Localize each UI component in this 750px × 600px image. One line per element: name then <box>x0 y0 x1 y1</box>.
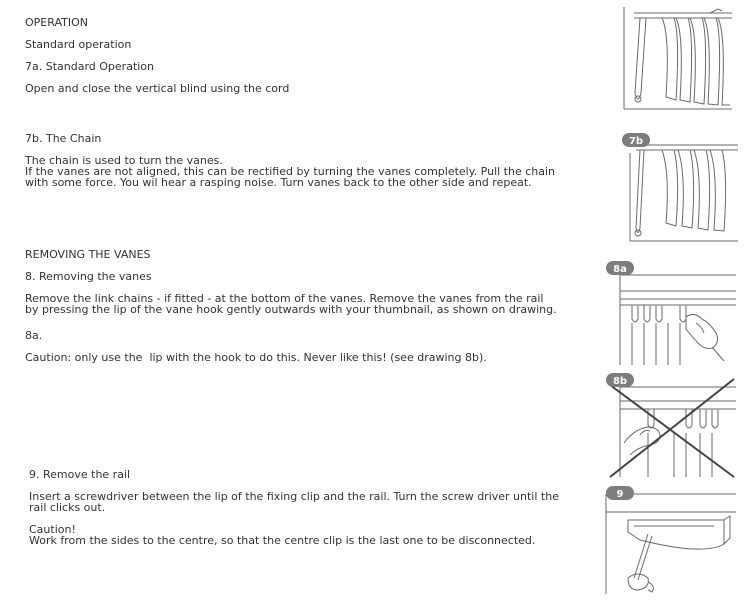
rail-text-line-2: rail clicks out. <box>29 501 106 514</box>
operation-heading: OPERATION <box>25 16 88 29</box>
figure-7b-chain <box>622 133 740 245</box>
step-7a-title: 7a. Standard Operation <box>25 60 155 73</box>
removing-text-line-2: by pressing the lip of the vane hook gently outwards with your thumbnail, as shown on drawing. <box>25 303 557 316</box>
removing-vanes-heading: REMOVING THE VANES <box>25 248 151 261</box>
figure-9-badge: 9 <box>616 489 624 500</box>
removing-text-line-1: Remove the link chains - if fitted - at the bottom of the vanes. Remove the vanes from the rail <box>25 292 544 305</box>
step-8a-label: 8a. <box>25 329 43 342</box>
figure-8a-badge: 8a <box>613 264 627 275</box>
figure-9-remove-rail <box>604 486 738 596</box>
incorrect-method-drawing <box>604 373 738 481</box>
figure-7b-badge: 7b <box>628 136 644 147</box>
chain-drawing <box>622 133 740 245</box>
step-9-title: 9. Remove the rail <box>29 468 131 481</box>
rail-caution-label: Caution! <box>29 523 76 536</box>
standard-operation-subheading: Standard operation <box>25 38 132 51</box>
step-7b-title: 7b. The Chain <box>25 132 102 145</box>
rail-text-line-1: Insert a screwdriver between the lip of the fixing clip and the rail. Turn the screw driver until the <box>29 490 559 503</box>
figure-8b-badge: 8b <box>612 376 628 387</box>
remove-rail-drawing <box>604 486 738 596</box>
figure-8a-removing-vanes <box>604 261 738 369</box>
figure-7a-blind-cord <box>622 5 734 113</box>
chain-text-line-3: with some force. You wil hear a rasping noise. Turn vanes back to the other side and repeat. <box>25 176 532 189</box>
step-7a-text: Open and close the vertical blind using the cord <box>25 82 290 95</box>
chain-text-line-2: If the vanes are not aligned, this can be rectified by turning the vanes completely. Pull the chain <box>25 165 556 178</box>
step-8-title: 8. Removing the vanes <box>25 270 152 283</box>
removing-vanes-drawing <box>604 261 738 369</box>
blind-cord-drawing <box>622 5 734 113</box>
rail-caution-text: Work from the sides to the centre, so that the centre clip is the last one to be disconnected. <box>29 534 536 547</box>
figure-8b-incorrect-method <box>604 373 738 481</box>
removing-caution: Caution: only use the lip with the hook to do this. Never like this! (see drawing 8b). <box>25 351 487 364</box>
chain-text-line-1: The chain is used to turn the vanes. <box>25 154 223 167</box>
